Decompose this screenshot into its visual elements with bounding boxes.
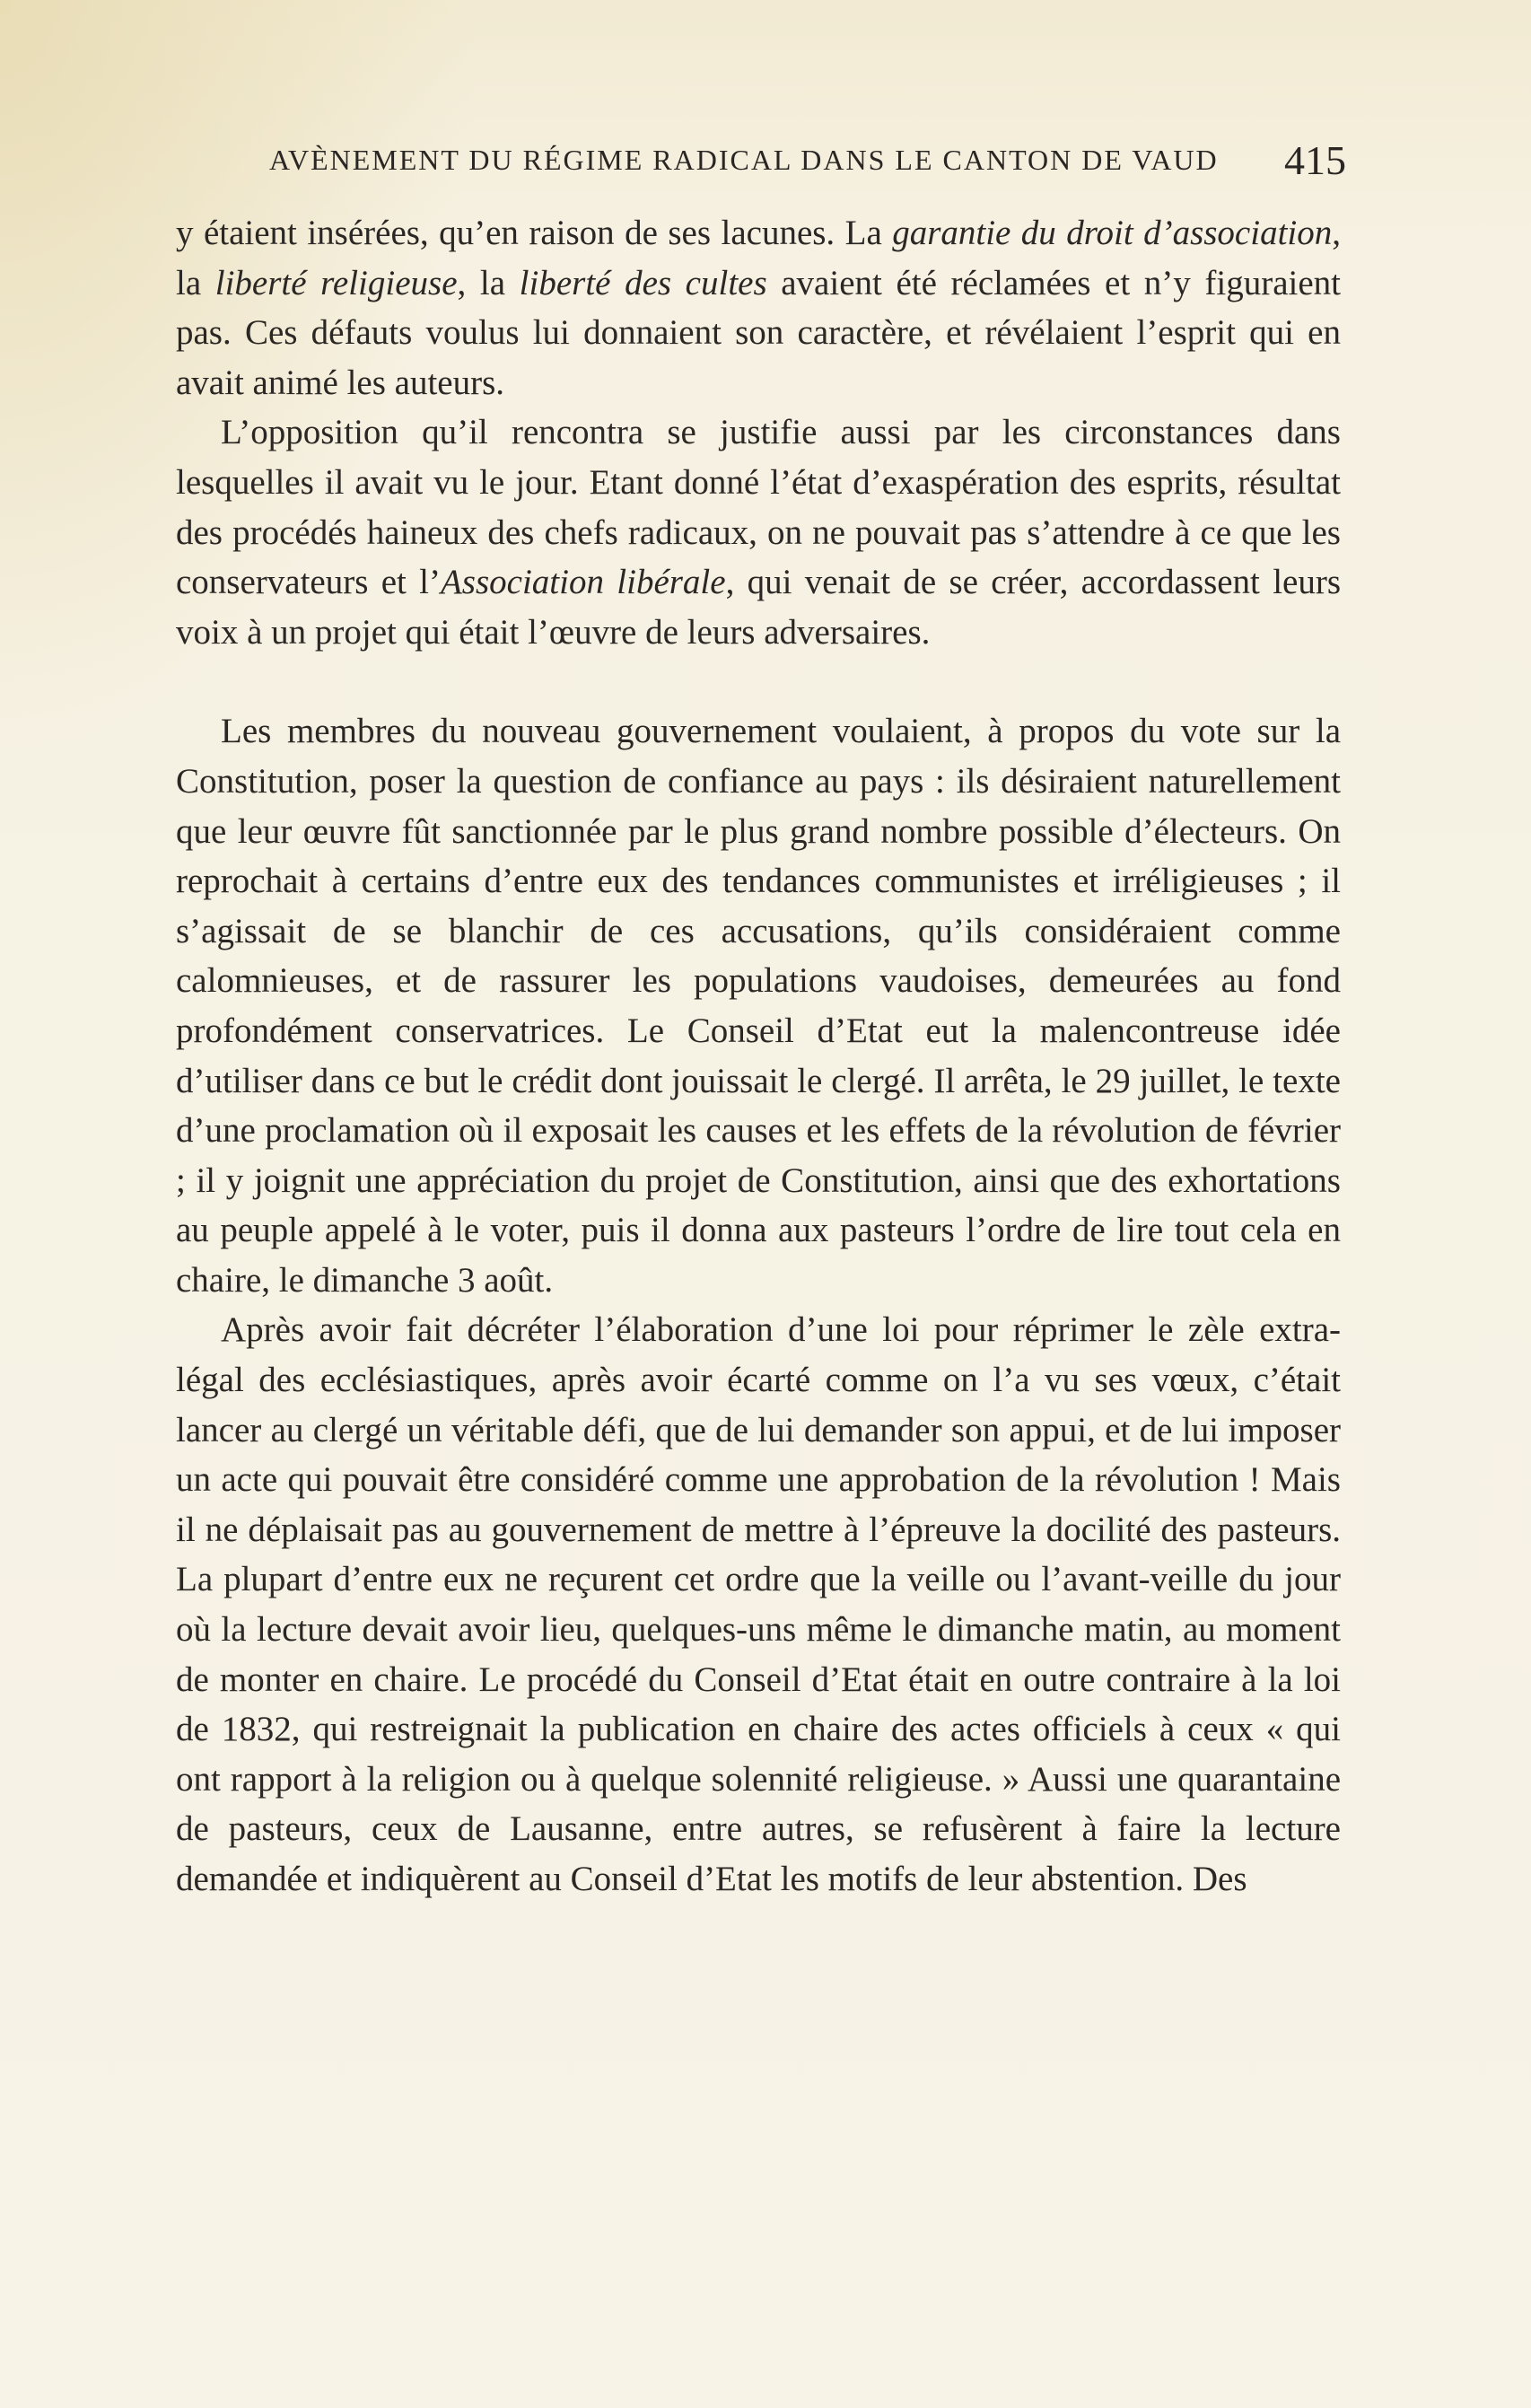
- body-text: [176, 208, 1341, 1905]
- paragraph-2-text-2: , qui venait de se créer, accordassent leurs voix à un projet qui était l’œuvre de leurs adversaires.: [176, 563, 1341, 652]
- page-header: [179, 136, 1346, 190]
- paragraph-1-text-4: avaient été réclamées et n’y figuraient pas. Ces défauts voulus lui donnaient son caractère, et révélaient l’esprit qui en avait animé les auteurs.: [176, 263, 1341, 402]
- paragraph-1-text-2: , la: [176, 214, 1342, 302]
- paragraph-4: Après avoir fait décréter l’élaboration d’une loi pour réprimer le zèle extra-légal des ecclésiastiques, après avoir écarté comme on l’a vu ses vœux, c’était lancer au clergé un véritable défi, que de lui demander son appui, et de lui imposer un acte qui pouvait être considéré comme une approbation de la révolution ! Mais il ne déplaisait pas au gouvernement de mettre à l’épreuve la docilité des pasteurs. La plupart d’entre eux ne reçurent cet ordre que la veille ou l’avant-veille du jour où la lecture devait avoir lieu, quelques-uns même le dimanche matin, au moment de monter en chaire. Le procédé du Conseil d’Etat était en outre contraire à la loi de 1832, qui restreignait la publication en chaire des actes officiels à ceux « qui ont rapport à la religion ou à quelque solennité religieuse. » Aussi une quarantaine de pasteurs, ceux de Lausanne, entre autres, se refusèrent à faire la lecture demandée et indiquèrent au Conseil d’Etat les motifs de leur abstention. Des: [176, 1310, 1341, 1898]
- paragraph-1-text-1: y étaient insérées, qu’en raison de ses lacunes. La: [176, 214, 893, 252]
- paragraph-2-italic-1: Association libérale: [440, 563, 726, 602]
- paragraph-1-text-3: , la: [457, 263, 520, 302]
- paragraph-1-italic-2: liberté religieuse: [214, 263, 458, 302]
- paragraph-1: [176, 208, 1341, 407]
- paragraph-2-text-1: L’opposition qu’il rencontra se justifie aussi par les circonstances dans lesquelles il avait vu le jour. Etant donné l’état d’exaspération des esprits, résultat des procédés haineux des chefs radicaux, on ne pouvait pas s’attendre à ce que les conservateurs et l’: [176, 413, 1341, 602]
- paragraph-3: Les membres du nouveau gouvernement voulaient, à propos du vote sur la Constitution, poser la question de confiance au pays : ils désiraient naturellement que leur œuvre fût sanctionnée par le plus grand nombre possible d’électeurs. On reprochait à certains d’entre eux des tendances communistes et irréligieuses ; il s’agissait de se blanchir de ces accusations, qu’ils considéraient comme calomnieuses, et de rassurer les populations vaudoises, demeurées au fond profondément conservatrices. Le Conseil d’Etat eut la malencontreuse idée d’utiliser dans ce but le crédit dont jouissait le clergé. Il arrêta, le 29 juillet, le texte d’une proclamation où il exposait les causes et les effets de la révolution de février ; il y joignit une appréciation du projet de Constitution, ainsi que des exhortations au peuple appelé à le voter, puis il donna aux pasteurs l’ordre de lire tout cela en chaire, le dimanche 3 août.: [176, 712, 1341, 1300]
- paragraph-1-italic-1: garantie du droit d’association: [892, 214, 1333, 252]
- running-title: AVÈNEMENT DU RÉGIME RADICAL DANS LE CANTON DE VAUD: [269, 144, 1219, 176]
- page-number: 415: [1284, 137, 1346, 183]
- paragraph-1-italic-3: liberté des cultes: [519, 263, 767, 302]
- paragraph-2: [176, 407, 1341, 657]
